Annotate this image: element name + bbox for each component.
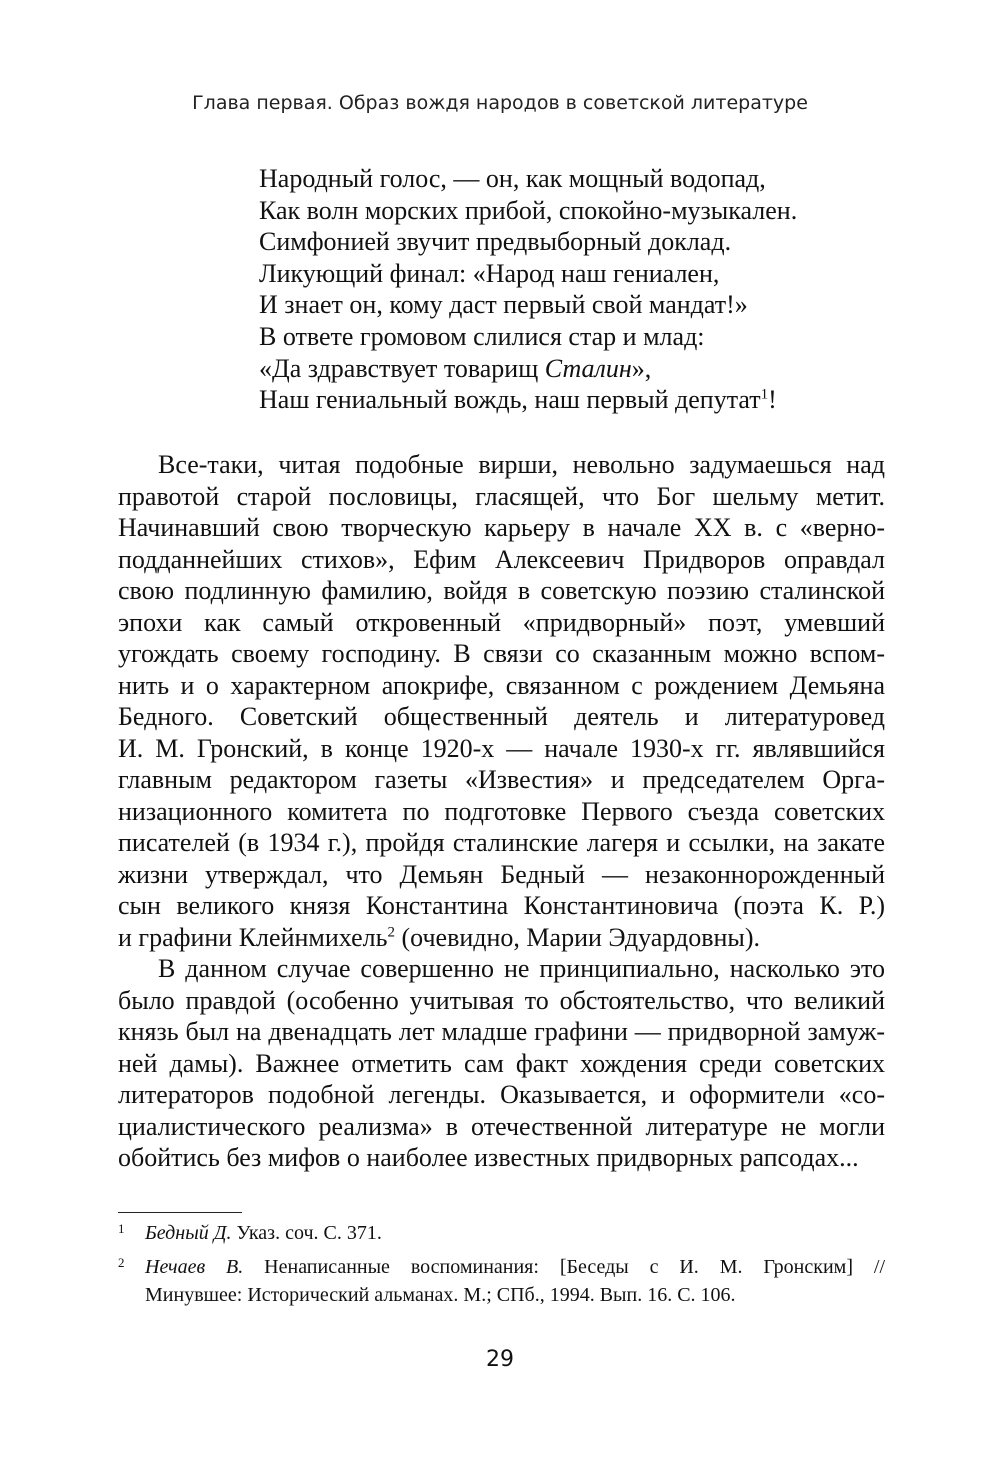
text-line: писателей (в 1934 г.), пройдя сталинские лагеря и ссылки, на закате [118,828,885,857]
poem-text: », [631,353,652,383]
text-line: жизни утверждал, что Демьян Бедный — незаконнорожденный [118,859,885,889]
page-number: 29 [486,1347,514,1372]
footnote-ref[interactable]: 1 [760,386,769,403]
poem-text: «Да здравствует товарищ [259,353,545,383]
footnote-ref[interactable]: 2 [387,923,395,940]
footnote-2 [118,1253,885,1309]
text-line: подданнейших стихов», Ефим Алексеевич Придворов оправдал [118,544,885,574]
footnote-author: Нечаев В. [145,1256,244,1278]
poem-line: Ликующий финал: «Народ наш гениален, [259,258,720,288]
paragraph-1 [118,449,885,953]
footnote-author: Бедный Д. [145,1222,232,1244]
text-line: эпохи как самый откровенный «придворный» поэт, умевший [118,607,885,637]
text-line [118,922,885,954]
poem-italic-name: Сталин [544,353,632,383]
text-line: Начинавший свою творческую карьеру в начале XX в. с «верно- [118,513,885,542]
poem-line: Симфонией звучит предвыборный доклад. [259,227,732,257]
footnote-number: 2 [118,1255,125,1270]
footnote-line: Минувшее: Исторический альманах. М.; СПб., 1994. Вып. 16. С. 106. [145,1284,736,1306]
text-line: свою подлинную фамилию, войдя в советскую поэзию сталинской [118,576,885,605]
footnote-text: Ненаписанные воспоминания: [Беседы с И. М. Гронским] // [243,1256,886,1278]
poem-text: ! [768,385,777,415]
text-run: (очевидно, Марии Эдуардовны). [394,922,761,952]
text-line: главным редактором газеты «Известия» и председателем Орга- [118,765,885,794]
text-run: и графини Клейнмихель [118,922,388,952]
footnote-line [145,1253,885,1281]
footnote-line [145,1219,885,1247]
text-line: угождать своему господину. В связи со сказанным можно вспом- [118,639,885,668]
text-line: Все-таки, читая подобные вирши, невольно задумаешься над [158,450,885,479]
text-line: Бедного. Советский общественный деятель и литературовед [118,702,885,731]
running-head: Глава первая. Образ вождя народов в советской литературе [192,92,808,114]
text-line: обойтись без мифов о наиболее известных придворных рапсодах... [118,1143,859,1172]
footnote-divider [118,1212,242,1213]
poem-line: Народный голос, — он, как мощный водопад, [259,164,766,193]
text-line: нить и о характерном апокрифе, связанном с рождением Демьяна [118,670,885,700]
poem-line: В ответе громовом слилися стар и млад: [259,321,705,351]
text-line: литераторов подобной легенды. Оказывается, и оформители «со- [118,1080,885,1109]
poem-text: Наш гениальный вождь, наш первый депутат [259,385,761,415]
footnote-1 [118,1219,885,1247]
text-line: правотой старой пословицы, гласящей, что Бог шельму метит. [118,481,885,511]
poem-line: И знает он, кому даст первый свой мандат!» [259,290,748,320]
poem-epigraph [259,163,909,416]
text-line: сын великого князя Константина Константиновича (поэта К. Р.) [118,891,885,920]
poem-line [259,384,909,416]
footnote-text: Указ. соч. С. 371. [231,1222,382,1244]
text-line: В данном случае совершенно не принципиально, насколько это [158,954,885,983]
text-line: князь был на двенадцать лет младше графини — придворной замуж- [118,1017,885,1046]
poem-line: Как волн морских прибой, спокойно-музыкален. [259,195,798,225]
text-line: И. М. Гронский, в конце 1920-х — начале 1930-х гг. являвшийся [118,733,885,763]
poem-line [259,353,909,385]
paragraph-2 [118,953,885,1174]
text-line: было правдой (особенно учитывая то обстоятельство, что великий [118,985,885,1015]
text-line: низационного комитета по подготовке Первого съезда советских [118,796,885,826]
footnote-number: 1 [118,1221,125,1236]
text-line: циалистического реализма» в отечественной литературе не могли [118,1111,885,1141]
body-text [118,449,885,1174]
footnotes [118,1219,885,1315]
text-line: ней дамы). Важнее отметить сам факт хождения среди советских [118,1048,885,1078]
